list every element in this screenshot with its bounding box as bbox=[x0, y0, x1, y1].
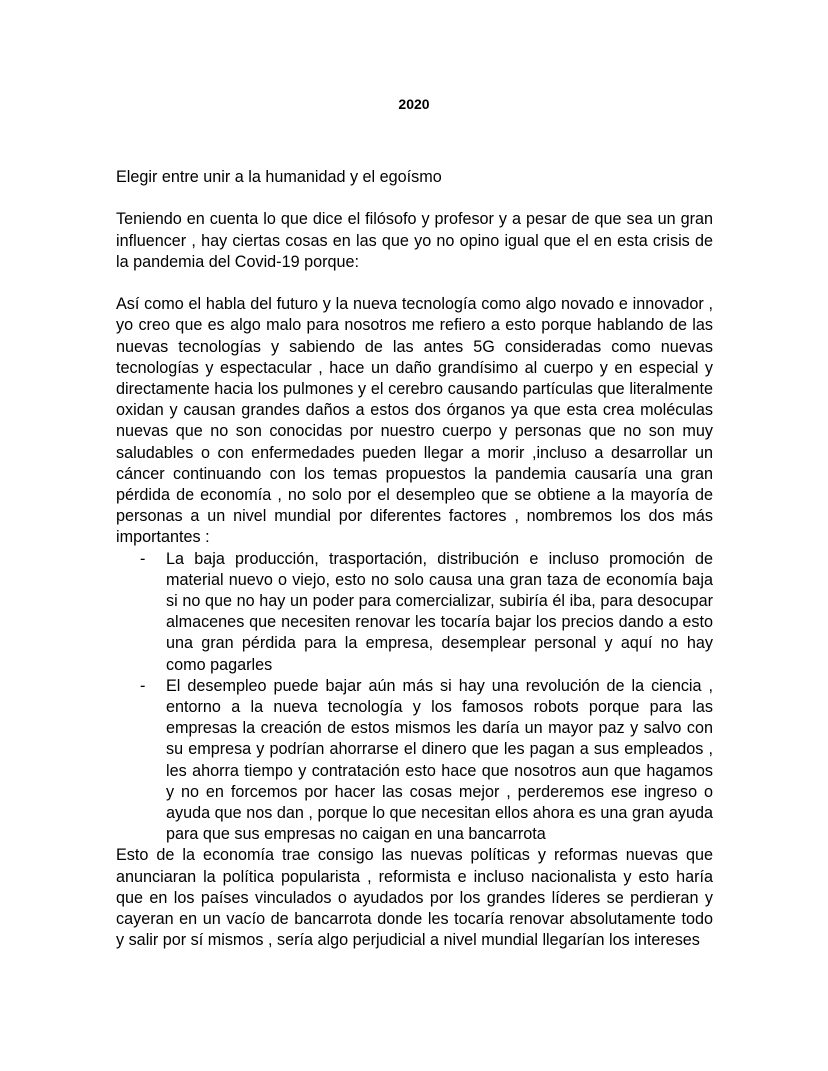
bullet-text: El desempleo puede bajar aún más si hay una revolución de la ciencia , entorno a la nueva tecnología y los famosos robots porque para las empresas la creación de estos mismos les daría un mayor paz y salvo con su empresa y podrían ahorrarse el dinero que les pagan a sus empleados , les ahorra tiempo y contratación esto hace que nosotros aun que hagamos y no en forcemos por hacer las cosas mejor , perderemos ese ingreso o ayuda que nos dan , porque lo que necesitan ellos ahora es una gran ayuda para que sus empresas no caigan en una bancarrota bbox=[166, 676, 713, 844]
list-item bbox=[116, 549, 713, 676]
document-body bbox=[116, 167, 713, 951]
document-title: Elegir entre unir a la humanidad y el egoísmo bbox=[116, 168, 442, 186]
body-paragraph-2: Esto de la economía trae consigo las nuevas políticas y reformas nuevas que anunciaran la política popularista , reformista e incluso nacionalista y esto haría que en los países vinculados o ayudados por los grandes líderes se perdieran y cayeran en un vacío de bancarrota donde les tocaría renovar absolutamente todo y salir por sí mismos , sería algo perjudicial a nivel mundial llegarían los intereses bbox=[116, 846, 713, 950]
bullet-dash: - bbox=[140, 676, 146, 695]
body-paragraph-1: Así como el habla del futuro y la nueva tecnología como algo novado e innovador , yo creo que es algo malo para nosotros me refiero a esto porque hablando de las nuevas tecnologías y sabiendo de las antes 5G consideradas como nuevas tecnologías y espectacular , hace un daño grandísimo al cuerpo y en especial y directamente hacia los pulmones y el cerebro causando partículas que literalmente oxidan y causan grandes daños a estos dos órganos ya que esta crea moléculas nuevas que no son conocidas por nuestro cuerpo y personas que no son muy saludables o con enfermedades pueden llegar a morir ,incluso a desarrollar un cáncer continuando con los temas propuestos la pandemia causaría una gran pérdida de economía , no solo por el desempleo que se obtiene a la mayoría de personas a un nivel mundial por diferentes factores , nombremos los dos más importantes : bbox=[116, 295, 713, 547]
paragraph-gap bbox=[116, 273, 713, 294]
bullet-dash: - bbox=[140, 549, 146, 568]
document-year: 2020 bbox=[398, 96, 430, 112]
paragraph-gap bbox=[116, 188, 713, 209]
intro-paragraph: Teniendo en cuenta lo que dice el filósofo y profesor y a pesar de que sea un gran influencer , hay ciertas cosas en las que yo no opino igual que el en esta crisis de la pandemia del Covid-19 porque: bbox=[116, 210, 713, 271]
list-item bbox=[116, 676, 713, 846]
bullet-list bbox=[116, 549, 713, 846]
bullet-text: La baja producción, trasportación, distribución e incluso promoción de material nuevo o viejo, esto no solo causa una gran taza de economía baja si no que no hay un poder para comercializar, subiría él iba, para desocupar almacenes que necesiten renovar les tocaría bajar los precios dando a esto una gran pérdida para la empresa, desemplear personal y aquí no hay como pagarles bbox=[166, 549, 713, 674]
